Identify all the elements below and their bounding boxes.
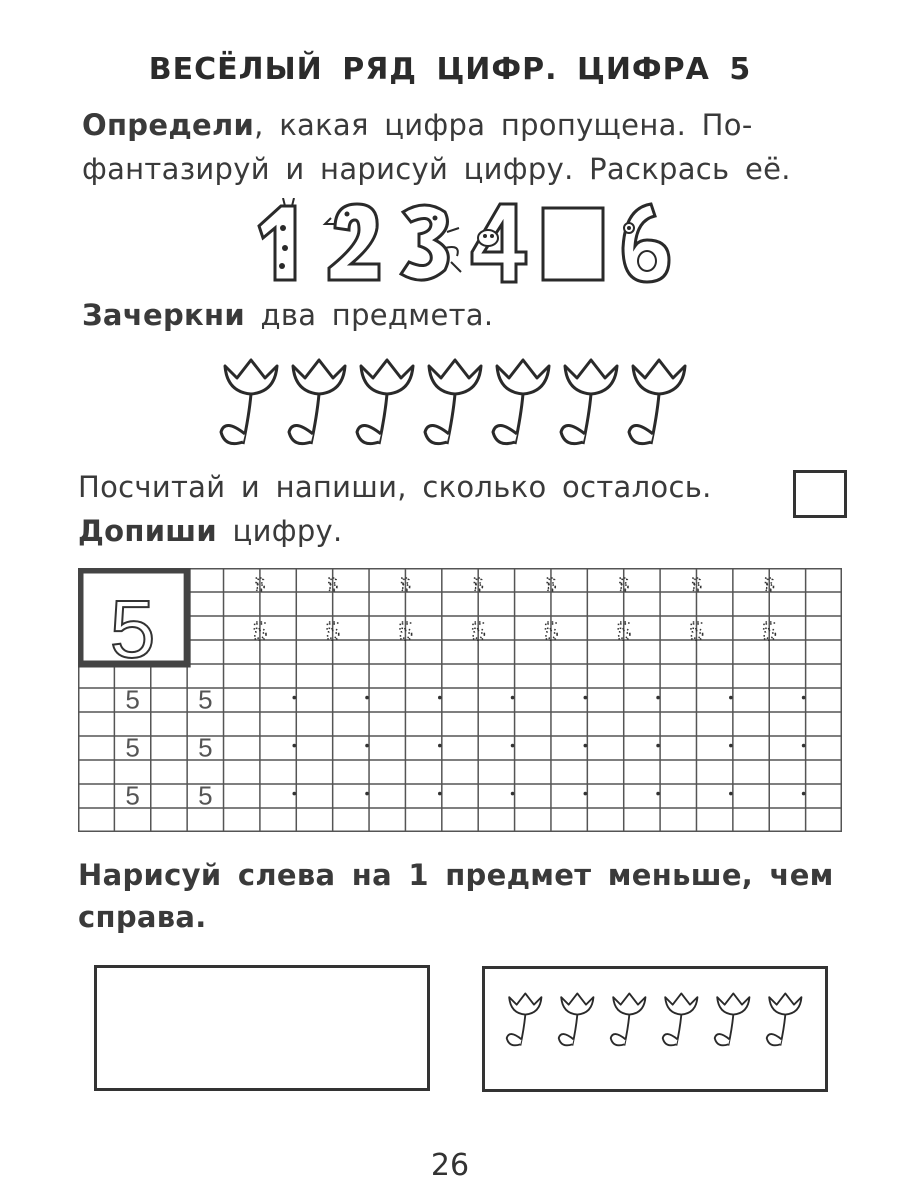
tulip-icon[interactable] bbox=[561, 360, 617, 444]
trace-dot bbox=[365, 696, 369, 700]
task2-lead: Зачеркни bbox=[82, 298, 245, 332]
trace-dot bbox=[292, 792, 296, 796]
sample-digit: 5 bbox=[109, 583, 156, 675]
dragon-three-icon bbox=[401, 205, 461, 280]
tulip-row bbox=[205, 352, 715, 452]
trace-dot bbox=[584, 696, 588, 700]
tulip-frame bbox=[482, 966, 828, 1092]
task3-rest: цифру. bbox=[217, 514, 343, 548]
trace-dot bbox=[584, 792, 588, 796]
trace-digit: 5 bbox=[254, 574, 265, 595]
trace-dot bbox=[511, 696, 515, 700]
missing-digit-box[interactable] bbox=[543, 208, 603, 280]
task1-line1 bbox=[82, 108, 753, 142]
trace-dot bbox=[729, 696, 733, 700]
trace-digit: 5 bbox=[400, 574, 411, 595]
trace-digit: 5 bbox=[327, 574, 338, 595]
trace-dot bbox=[656, 696, 660, 700]
row-sample-digit: 5 bbox=[125, 732, 140, 763]
tulip-icon[interactable] bbox=[493, 360, 549, 444]
trace-dot bbox=[292, 696, 296, 700]
tulip-icon[interactable] bbox=[629, 360, 685, 444]
trace-digit: 5 bbox=[325, 616, 340, 646]
row-sample-digit: 5 bbox=[198, 684, 213, 715]
draw-answer-box[interactable] bbox=[94, 965, 430, 1091]
tulip-icon[interactable] bbox=[425, 360, 481, 444]
trace-dot bbox=[656, 792, 660, 796]
trace-dot bbox=[365, 744, 369, 748]
task3-line2 bbox=[78, 514, 343, 548]
trace-dot bbox=[802, 744, 806, 748]
page-title: ВЕСЁЛЫЙ РЯД ЦИФР. ЦИФРА 5 bbox=[148, 52, 752, 87]
task1-line2: фантазируй и нарисуй цифру. Раскрась её. bbox=[82, 152, 791, 186]
task1-lead: Определи bbox=[82, 108, 255, 142]
tulip-icon[interactable] bbox=[663, 993, 698, 1045]
task3-line1: Посчитай и напиши, сколько осталось. bbox=[78, 470, 712, 504]
trace-digit: 5 bbox=[252, 616, 268, 646]
count-answer-box[interactable] bbox=[793, 470, 847, 518]
trace-digit: 5 bbox=[473, 574, 484, 595]
tulip-icon[interactable] bbox=[289, 360, 345, 444]
cat-four-icon bbox=[472, 204, 526, 282]
trace-digit: 5 bbox=[689, 616, 704, 646]
writing-grid[interactable] bbox=[78, 568, 842, 832]
task3-lead: Допиши bbox=[78, 514, 218, 548]
trace-dot bbox=[729, 744, 733, 748]
tulip-icon[interactable] bbox=[767, 993, 802, 1045]
trace-digit: 5 bbox=[618, 574, 629, 595]
trace-digit: 5 bbox=[545, 574, 556, 595]
row-sample-digit: 5 bbox=[125, 780, 140, 811]
row-sample-digit: 5 bbox=[125, 684, 140, 715]
trace-dot bbox=[511, 744, 515, 748]
page-number: 26 bbox=[430, 1148, 470, 1183]
trace-dot bbox=[802, 792, 806, 796]
swan-two-icon bbox=[325, 204, 379, 280]
trace-digit: 5 bbox=[616, 616, 631, 646]
giraffe-one-icon bbox=[259, 198, 295, 280]
task4-line1: Нарисуй слева на 1 предмет меньше, чем bbox=[78, 858, 834, 892]
trace-digit: 5 bbox=[470, 616, 486, 646]
trace-dot bbox=[511, 792, 515, 796]
trace-digit: 5 bbox=[762, 616, 777, 646]
task2-rest: два предмета. bbox=[244, 298, 494, 332]
row-sample-digit: 5 bbox=[198, 732, 213, 763]
row-sample-digit: 5 bbox=[198, 780, 213, 811]
trace-digit: 5 bbox=[398, 616, 413, 646]
trace-dot bbox=[802, 696, 806, 700]
trace-digit: 5 bbox=[764, 574, 775, 595]
tulip-icon[interactable] bbox=[715, 993, 750, 1045]
snail-six-icon bbox=[623, 204, 669, 282]
trace-dot bbox=[729, 792, 733, 796]
trace-dot bbox=[438, 696, 442, 700]
trace-dot bbox=[656, 744, 660, 748]
trace-dot bbox=[438, 792, 442, 796]
tulip-icon[interactable] bbox=[559, 993, 594, 1045]
task4-line2: справа. bbox=[78, 900, 207, 934]
task2-line bbox=[82, 298, 493, 332]
trace-dot bbox=[438, 744, 442, 748]
tulip-icon[interactable] bbox=[221, 360, 277, 444]
tulip-icon[interactable] bbox=[611, 993, 646, 1045]
tulip-frame-row bbox=[485, 969, 825, 1089]
tulip-icon[interactable] bbox=[507, 993, 542, 1045]
trace-digit: 5 bbox=[691, 574, 702, 595]
trace-dot bbox=[365, 792, 369, 796]
task1-line1-rest: , какая цифра пропущена. По- bbox=[254, 108, 753, 142]
trace-digit: 5 bbox=[543, 616, 559, 646]
tulip-icon[interactable] bbox=[357, 360, 413, 444]
trace-dot bbox=[292, 744, 296, 748]
trace-dot bbox=[584, 744, 588, 748]
digit-row bbox=[255, 198, 675, 288]
